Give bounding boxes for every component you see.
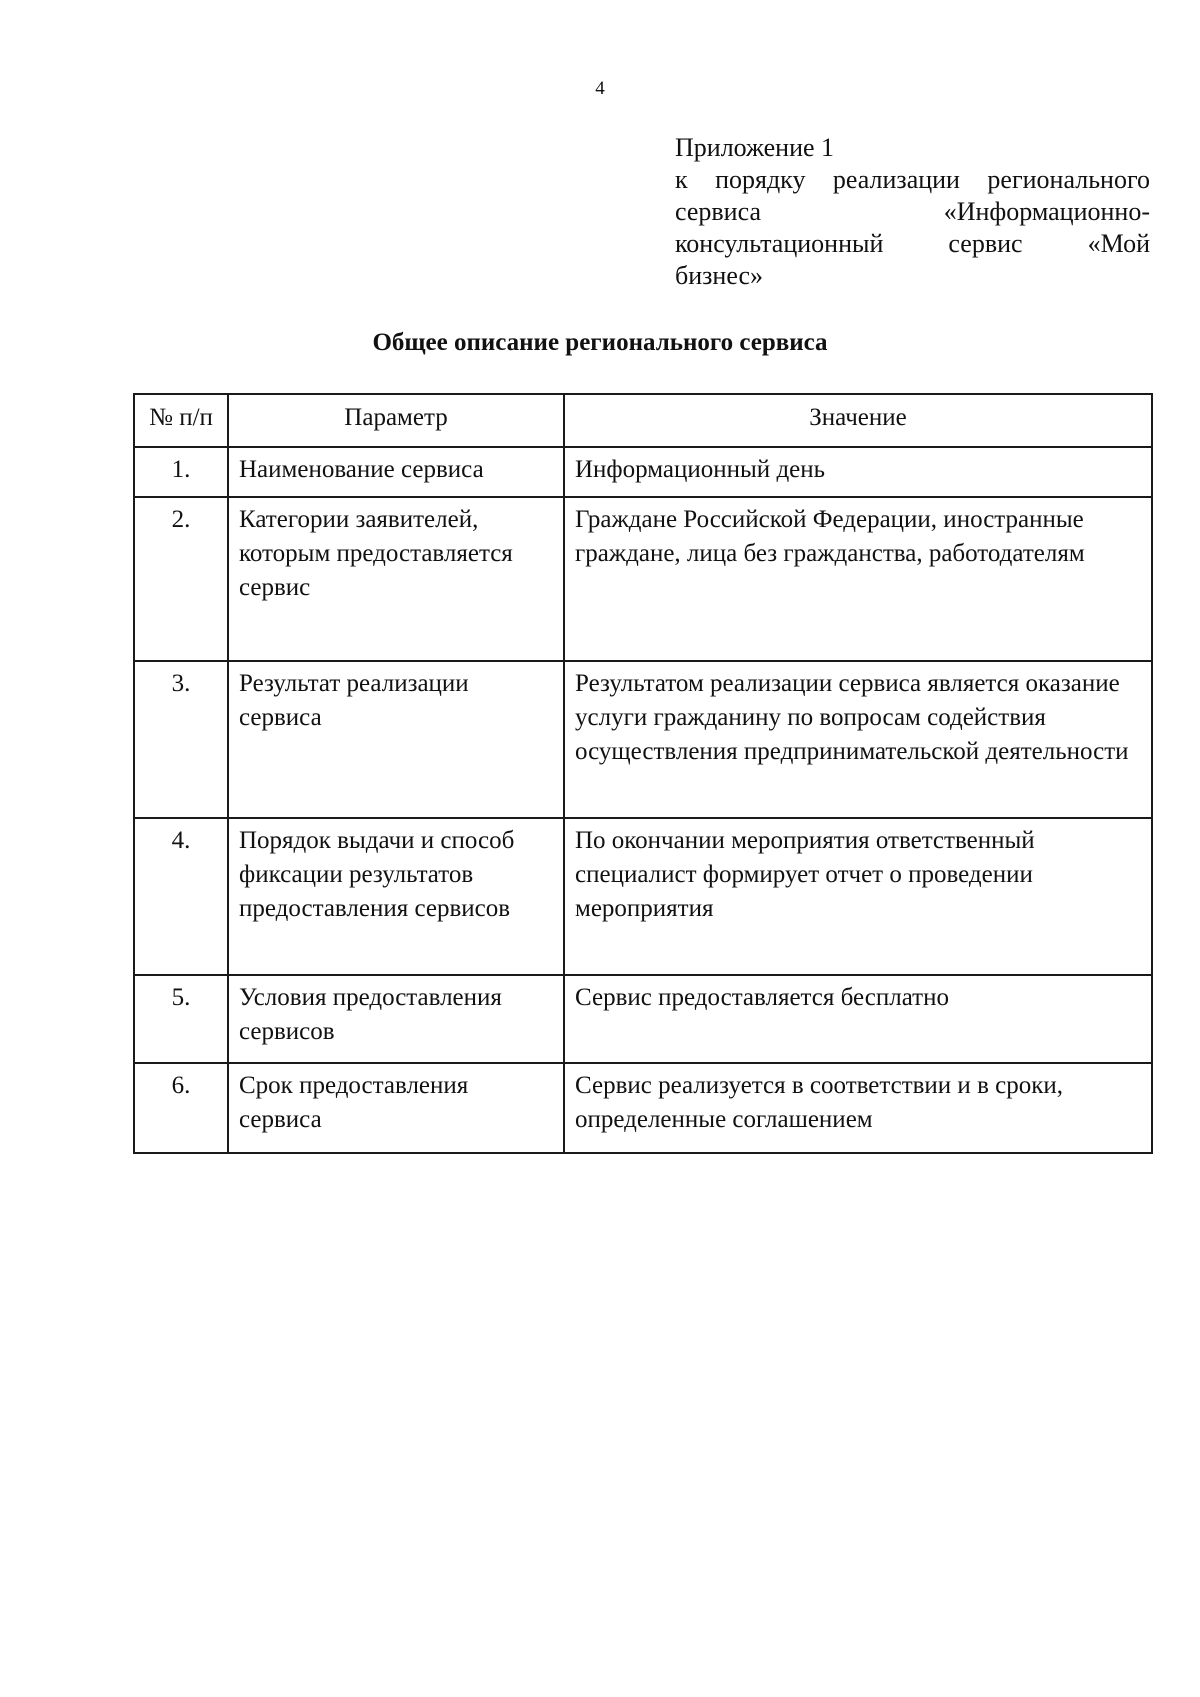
page-number: 4: [595, 78, 605, 99]
row-value: По окончании мероприятия ответственный специалист формирует отчет о проведении мероприятия: [564, 818, 1152, 975]
table-row: [134, 1063, 1152, 1153]
header-value: Значение: [564, 394, 1152, 447]
appendix-line: к порядку реализации регионального: [675, 165, 1150, 194]
row-parameter: Срок предоставления сервиса: [228, 1063, 564, 1153]
row-value: Сервис предоставляется бесплатно: [564, 975, 1152, 1063]
row-value: Граждане Российской Федерации, иностранные граждане, лица без гражданства, работодателям: [564, 497, 1152, 661]
table-header-row: [134, 394, 1152, 447]
row-number: 2.: [134, 497, 228, 661]
row-parameter: Категории заявителей, которым предоставляется сервис: [228, 497, 564, 661]
row-number: 4.: [134, 818, 228, 975]
row-parameter: Наименование сервиса: [228, 447, 564, 497]
row-parameter: Результат реализации сервиса: [228, 661, 564, 818]
header-number: № п/п: [134, 394, 228, 447]
appendix-line: бизнес»: [675, 261, 764, 290]
table-row: [134, 447, 1152, 497]
appendix-title: Приложение 1: [675, 133, 835, 162]
appendix-line: сервиса «Информационно-: [675, 197, 1150, 226]
row-number: 1.: [134, 447, 228, 497]
service-description-table: [133, 393, 1153, 1154]
row-number: 3.: [134, 661, 228, 818]
row-value: Информационный день: [564, 447, 1152, 497]
document-title: Общее описание регионального сервиса: [372, 329, 828, 356]
row-number: 6.: [134, 1063, 228, 1153]
row-value: Результатом реализации сервиса является оказание услуги гражданину по вопросам содействия осуществления предпринимательской деятельности: [564, 661, 1152, 818]
appendix-line: консультационный сервис «Мой: [675, 229, 1150, 258]
table-row: [134, 661, 1152, 818]
row-parameter: Порядок выдачи и способ фиксации результатов предоставления сервисов: [228, 818, 564, 975]
row-parameter: Условия предоставления сервисов: [228, 975, 564, 1063]
row-number: 5.: [134, 975, 228, 1063]
table-row: [134, 818, 1152, 975]
row-value: Сервис реализуется в соответствии и в сроки, определенные соглашением: [564, 1063, 1152, 1153]
header-parameter: Параметр: [228, 394, 564, 447]
table-row: [134, 497, 1152, 661]
appendix-header: [675, 132, 1150, 292]
table-row: [134, 975, 1152, 1063]
